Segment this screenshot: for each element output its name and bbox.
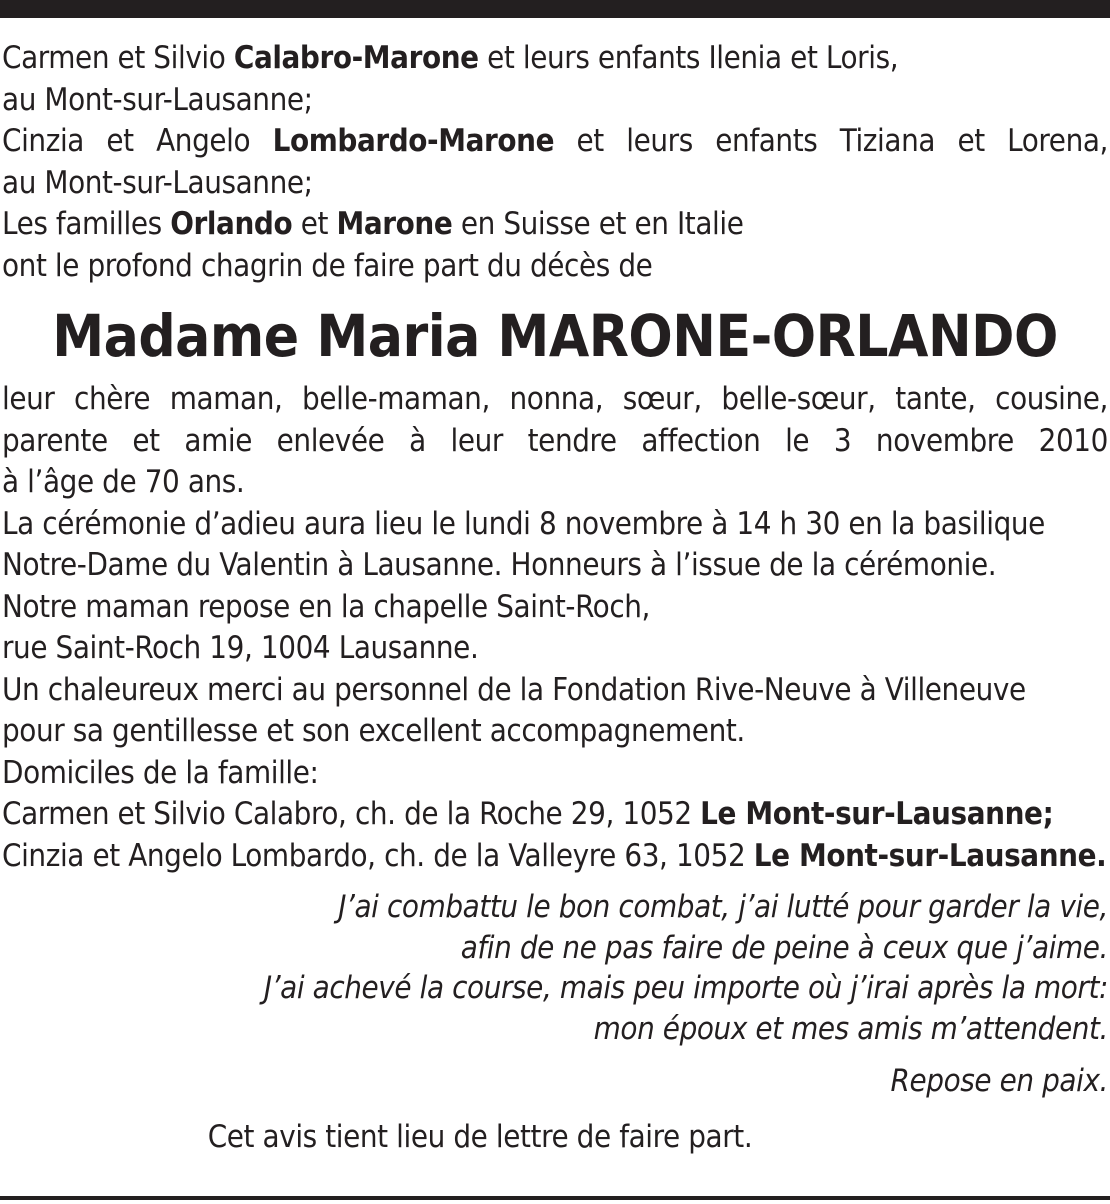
family-name: Orlando (170, 206, 293, 242)
rest-in-peace: Repose en paix. (890, 1063, 1108, 1099)
body-line: leur chère maman, belle-maman, nonna, sœur, belle-sœur, tante, cousine, (2, 381, 1108, 417)
domicile-line (2, 836, 1108, 878)
poem-line: J’ai combattu le bon combat, j’ai lutté pour garder la vie, (338, 889, 1108, 925)
family-line (2, 204, 1108, 246)
poem-line: mon époux et mes amis m’attendent. (593, 1010, 1108, 1047)
family-line: au Mont-sur-Lausanne; (2, 164, 313, 201)
closing-note: Cet avis tient lieu de lettre de faire part. (207, 1118, 753, 1155)
body-line: à l’âge de 70 ans. (2, 464, 245, 500)
text: et leurs enfants Ilenia et Loris, (478, 40, 899, 76)
text: et leurs enfants Tiziana et Lorena, (554, 123, 1108, 159)
body-line: rue Saint-Roch 19, 1004 Lausanne. (2, 630, 479, 666)
body-line: pour sa gentillesse et son excellent accompagnement. (2, 713, 745, 749)
family-name: Calabro-Marone (233, 40, 479, 76)
top-rule (0, 0, 1110, 18)
address: Cinzia et Angelo Lombardo, ch. de la Valleyre 63, 1052 (2, 837, 754, 874)
body-line: La cérémonie d’adieu aura lieu le lundi 8 novembre à 14 h 30 en la basilique (2, 505, 1045, 542)
body-line: Un chaleureux merci au personnel de la Fondation Rive-Neuve à Villeneuve (2, 671, 1026, 708)
locality: Le Mont-sur-Lausanne; (700, 796, 1054, 832)
family-line (2, 121, 1108, 163)
text: Cinzia et Angelo (2, 123, 273, 159)
text: en Suisse et en Italie (452, 206, 744, 242)
family-line: au Mont-sur-Lausanne; (2, 81, 313, 118)
poem (2, 887, 1108, 1049)
family-name: Lombardo-Marone (272, 123, 555, 159)
text: et (292, 206, 337, 242)
locality: Le Mont-sur-Lausanne. (753, 837, 1107, 874)
family-line (2, 38, 1108, 80)
address: Carmen et Silvio Calabro, ch. de la Roche 29, 1052 (2, 796, 701, 832)
obituary-notice (2, 38, 1108, 1158)
poem-line: afin de ne pas faire de peine à ceux que j’aime. (460, 929, 1108, 966)
poem-line: J’ai achevé la course, mais peu importe où j’irai après la mort: (263, 970, 1108, 1006)
deceased-name: Madame Maria MARONE-ORLANDO (52, 302, 1058, 370)
domicile-line (2, 794, 1108, 836)
body-line: Notre maman repose en la chapelle Saint-Roch, (2, 588, 650, 625)
body-line: Domiciles de la famille: (2, 754, 319, 791)
bottom-rule (0, 1196, 1110, 1200)
body-line: parente et amie enlevée à leur tendre affection le 3 novembre 2010 (2, 422, 1108, 459)
text: Carmen et Silvio (2, 40, 234, 76)
family-line: ont le profond chagrin de faire part du décès de (2, 247, 653, 284)
body-line: Notre-Dame du Valentin à Lausanne. Honneurs à l’issue de la cérémonie. (2, 547, 997, 583)
text: Les familles (2, 206, 171, 242)
family-name: Marone (336, 206, 453, 242)
